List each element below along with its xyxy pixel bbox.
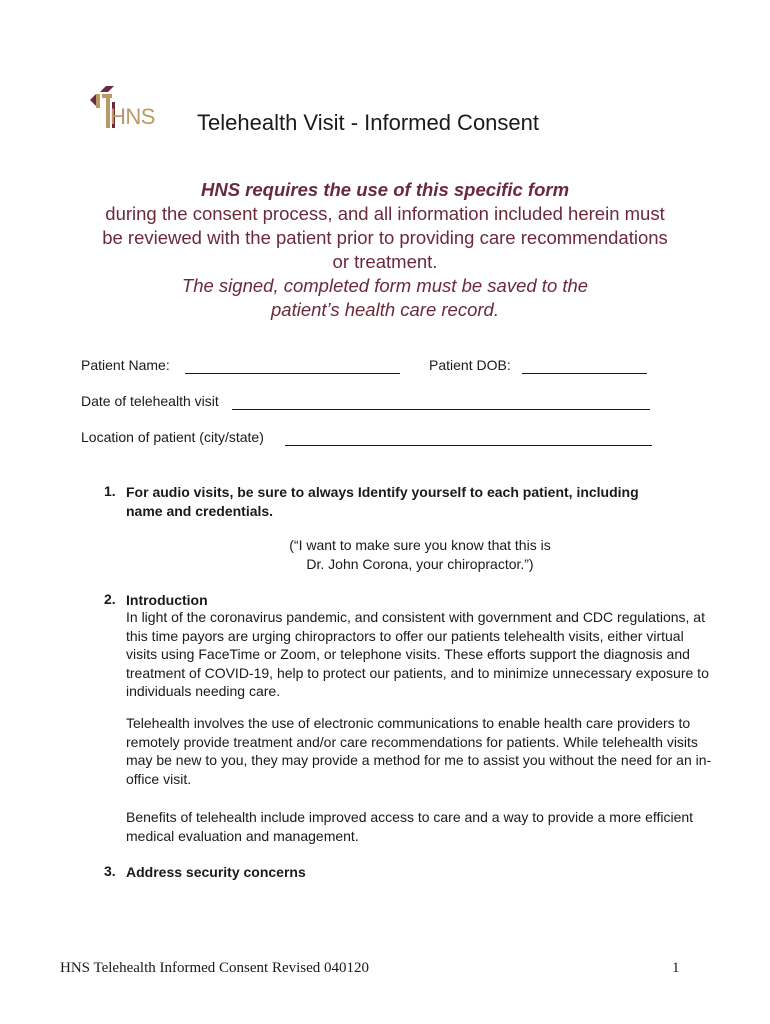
section-2-paragraph-3: Benefits of telehealth include improved access to care and a way to provide a more efficient medical evaluation and management.	[126, 809, 694, 844]
section-1-heading	[126, 483, 639, 521]
section-3-number: 3.	[104, 863, 116, 879]
section-1-quote	[220, 536, 620, 574]
notice-line-4: or treatment.	[332, 251, 438, 272]
page-number: 1	[672, 960, 680, 976]
notice-line-1: HNS requires the use of this specific form	[200, 179, 570, 200]
section-1-heading-line-1: For audio visits, be sure to always Identify yourself to each patient, including	[126, 484, 639, 500]
notice-line-5: The signed, completed form must be saved to the	[181, 275, 589, 296]
patient-dob-line[interactable]	[522, 373, 647, 374]
visit-date-line[interactable]	[232, 409, 650, 410]
section-2-number: 2.	[104, 591, 116, 607]
notice-line-3: be reviewed with the patient prior to providing care recommendations	[102, 227, 668, 248]
section-2-paragraph-2: Telehealth involves the use of electronic communications to enable health care providers to remotely provide treatment and/or care recommendations for patients. While telehealth visits may be new to you, they may provide a method for me to assist you without the need for an in-office visit.	[126, 715, 712, 787]
patient-name-line[interactable]	[185, 373, 400, 374]
location-label: Location of patient (city/state)	[81, 429, 264, 445]
location-line[interactable]	[285, 445, 652, 446]
quote-line-2: Dr. John Corona, your chiropractor.”)	[306, 556, 534, 572]
document-title: Telehealth Visit - Informed Consent	[197, 110, 539, 135]
quote-line-1: (“I want to make sure you know that this is	[289, 537, 551, 553]
section-2-paragraph-1: In light of the coronavirus pandemic, and consistent with government and CDC regulations, at this time payors are urging chiropractors to offer our patients telehealth visits, either virtual visits using FaceTime or Zoom, or telephone visits. These efforts support the diagnosis and treatment of COVID-19, help to protect our patients, and to minimize unnecessary exposure to individuals needing care.	[126, 609, 709, 699]
hns-logo-text: HNS	[110, 104, 155, 129]
section-3-heading: Address security concerns	[126, 864, 306, 880]
footer-text: HNS Telehealth Informed Consent Revised 040120	[60, 960, 370, 976]
patient-name-label: Patient Name:	[81, 357, 170, 373]
notice-line-6: patient’s health care record.	[271, 299, 499, 320]
visit-date-label: Date of telehealth visit	[81, 393, 219, 409]
section-1-heading-line-2: name and credentials.	[126, 503, 274, 519]
section-1-number: 1.	[104, 483, 116, 499]
patient-dob-label: Patient DOB:	[429, 357, 511, 373]
notice-block	[60, 178, 710, 322]
notice-line-2: during the consent process, and all information included herein must	[105, 203, 665, 224]
section-2-heading: Introduction	[126, 592, 208, 608]
